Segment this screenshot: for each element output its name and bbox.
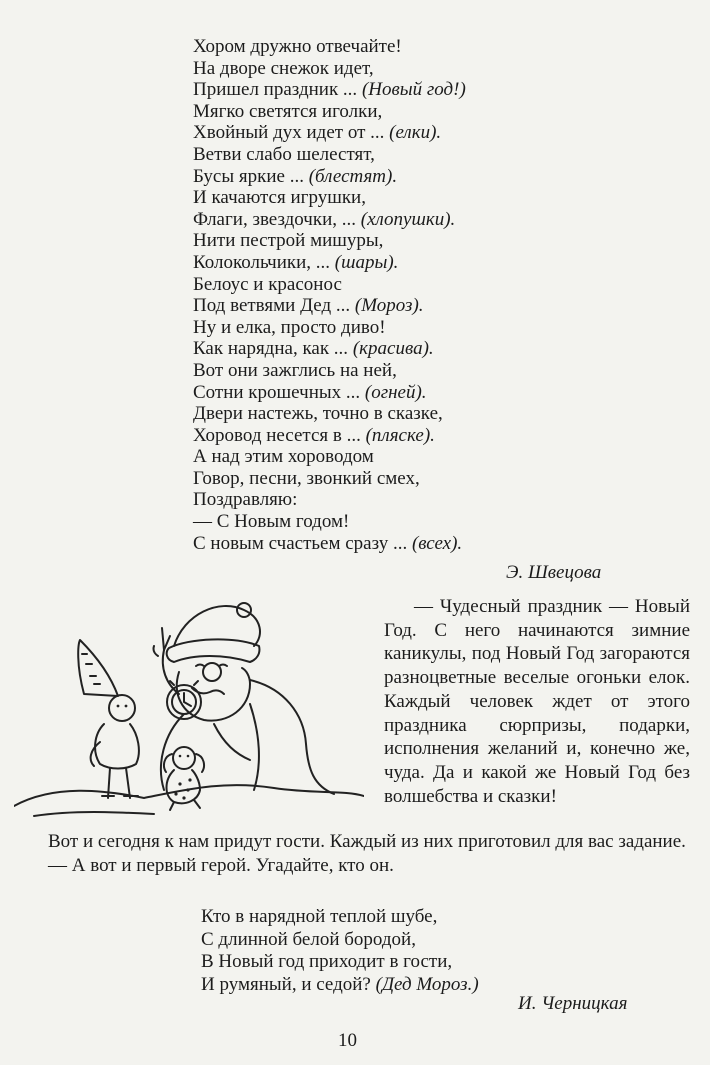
poem-line [193, 360, 466, 382]
riddle-line [201, 974, 479, 997]
poem-line-text: Колокольчики, ... [193, 251, 335, 273]
poem-line-text: Белоус и красонос [193, 273, 342, 295]
poem-line [193, 166, 466, 188]
poem-line-answer: (красива). [352, 338, 434, 360]
santa-and-children-illustration [14, 584, 364, 824]
poem-line [193, 468, 466, 490]
poem-line-text: Хоровод несется в ... [193, 424, 366, 446]
poem-line [193, 382, 466, 404]
prose-full-width [20, 830, 692, 877]
riddle-line-text: И румяный, и седой? [201, 973, 376, 995]
poem-line-text: Хором дружно отвечайте! [193, 36, 402, 57]
poem-line [193, 79, 466, 101]
poem-line-text: Хвойный дух идет от ... [193, 122, 390, 144]
poem-line [193, 230, 466, 252]
prose-paragraph-2: — А вот и первый герой. Угадайте, кто он. [48, 854, 394, 876]
poem-line-text: Поздравляю: [193, 489, 298, 511]
poem-line-text: Говор, песни, звонкий смех, [193, 467, 420, 489]
poem-line-answer: (елки). [389, 122, 442, 144]
prose-paragraph-1: Вот и сегодня к нам придут гости. Каждый из них приготовил для вас задание. [48, 831, 686, 852]
poem-line-text: Флаги, звездочки, ... [193, 208, 361, 230]
riddle-line-text: Кто в нарядной теплой шубе, [201, 906, 438, 927]
poem-line-answer: (пляске). [365, 424, 435, 446]
poem-line [193, 338, 466, 360]
poem-line-text: Нити пестрой мишуры, [193, 230, 384, 252]
poem-line [193, 187, 466, 209]
poem-line [193, 101, 466, 123]
poem-line-text: Пришел праздник ... [193, 79, 362, 101]
riddle-poem [201, 906, 479, 996]
poem [193, 36, 466, 554]
poem-line-text: С новым счастьем сразу ... [193, 532, 412, 554]
poem-line [193, 446, 466, 468]
poem-line-text: Мягко светятся иголки, [193, 100, 383, 122]
poem-line [193, 252, 466, 274]
poem-line-text: Ветви слабо шелестят, [193, 143, 375, 165]
poem-line-answer: (шары). [334, 251, 399, 273]
poem-line [193, 533, 466, 555]
poem-line [193, 317, 466, 339]
poem-line [193, 122, 466, 144]
poem-line-text: Двери настежь, точно в сказке, [193, 403, 443, 425]
poem-line [193, 489, 466, 511]
riddle-line-text: В Новый год приходит в гости, [201, 951, 453, 972]
poem-line-answer: (Мороз). [354, 295, 424, 317]
poem-line-text: — С Новым годом! [193, 511, 350, 533]
poem-line-answer: (всех). [411, 532, 463, 554]
poem-line-answer: (блестят). [308, 165, 398, 187]
poem-line-text: Вот они зажглись на ней, [193, 359, 397, 381]
poem-line-text: А над этим хороводом [193, 446, 374, 468]
riddle-line-answer: (Дед Мороз.) [375, 973, 479, 995]
poem-line [193, 403, 466, 425]
poem-line [193, 209, 466, 231]
page-number: 10 [338, 1030, 357, 1051]
poem-line-answer: (Новый год!) [361, 79, 466, 101]
riddle-author: И. Черницкая [518, 993, 628, 1014]
poem-line-text: Бусы яркие ... [193, 165, 309, 187]
poem-line-text: И качаются игрушки, [193, 187, 366, 209]
poem-line [193, 425, 466, 447]
poem-line-text: Как нарядна, как ... [193, 338, 353, 360]
poem-line [193, 144, 466, 166]
poem-line-answer: (огней). [364, 381, 427, 403]
poem-line-text: Под ветвями Дед ... [193, 295, 355, 317]
riddle-line [201, 929, 479, 952]
poem-line [193, 36, 466, 58]
poem-line-text: Сотни крошечных ... [193, 381, 365, 403]
poem-line-text: На дворе снежок идет, [193, 57, 374, 79]
poem-line-text: Ну и елка, просто диво! [193, 316, 386, 338]
riddle-line [201, 951, 479, 974]
poem-author: Э. Швецова [506, 562, 602, 583]
prose-paragraph-right: — Чудесный праздник — Новый Год. С него начинаются зимние каникулы, под Новый Год загораются разноцветные веселые огоньки елок. Каждый человек ждет от этого праздника сюрпризы, подарки, исполнения желаний и, конечно же, чуда. Да и какой же Новый Год без волшебства и сказки! [384, 596, 690, 807]
riddle-line [201, 906, 479, 929]
poem-line [193, 274, 466, 296]
poem-line [193, 511, 466, 533]
poem-line-answer: (хлопушки). [360, 208, 456, 230]
poem-line [193, 58, 466, 80]
riddle-line-text: С длинной белой бородой, [201, 928, 416, 950]
poem-line [193, 295, 466, 317]
